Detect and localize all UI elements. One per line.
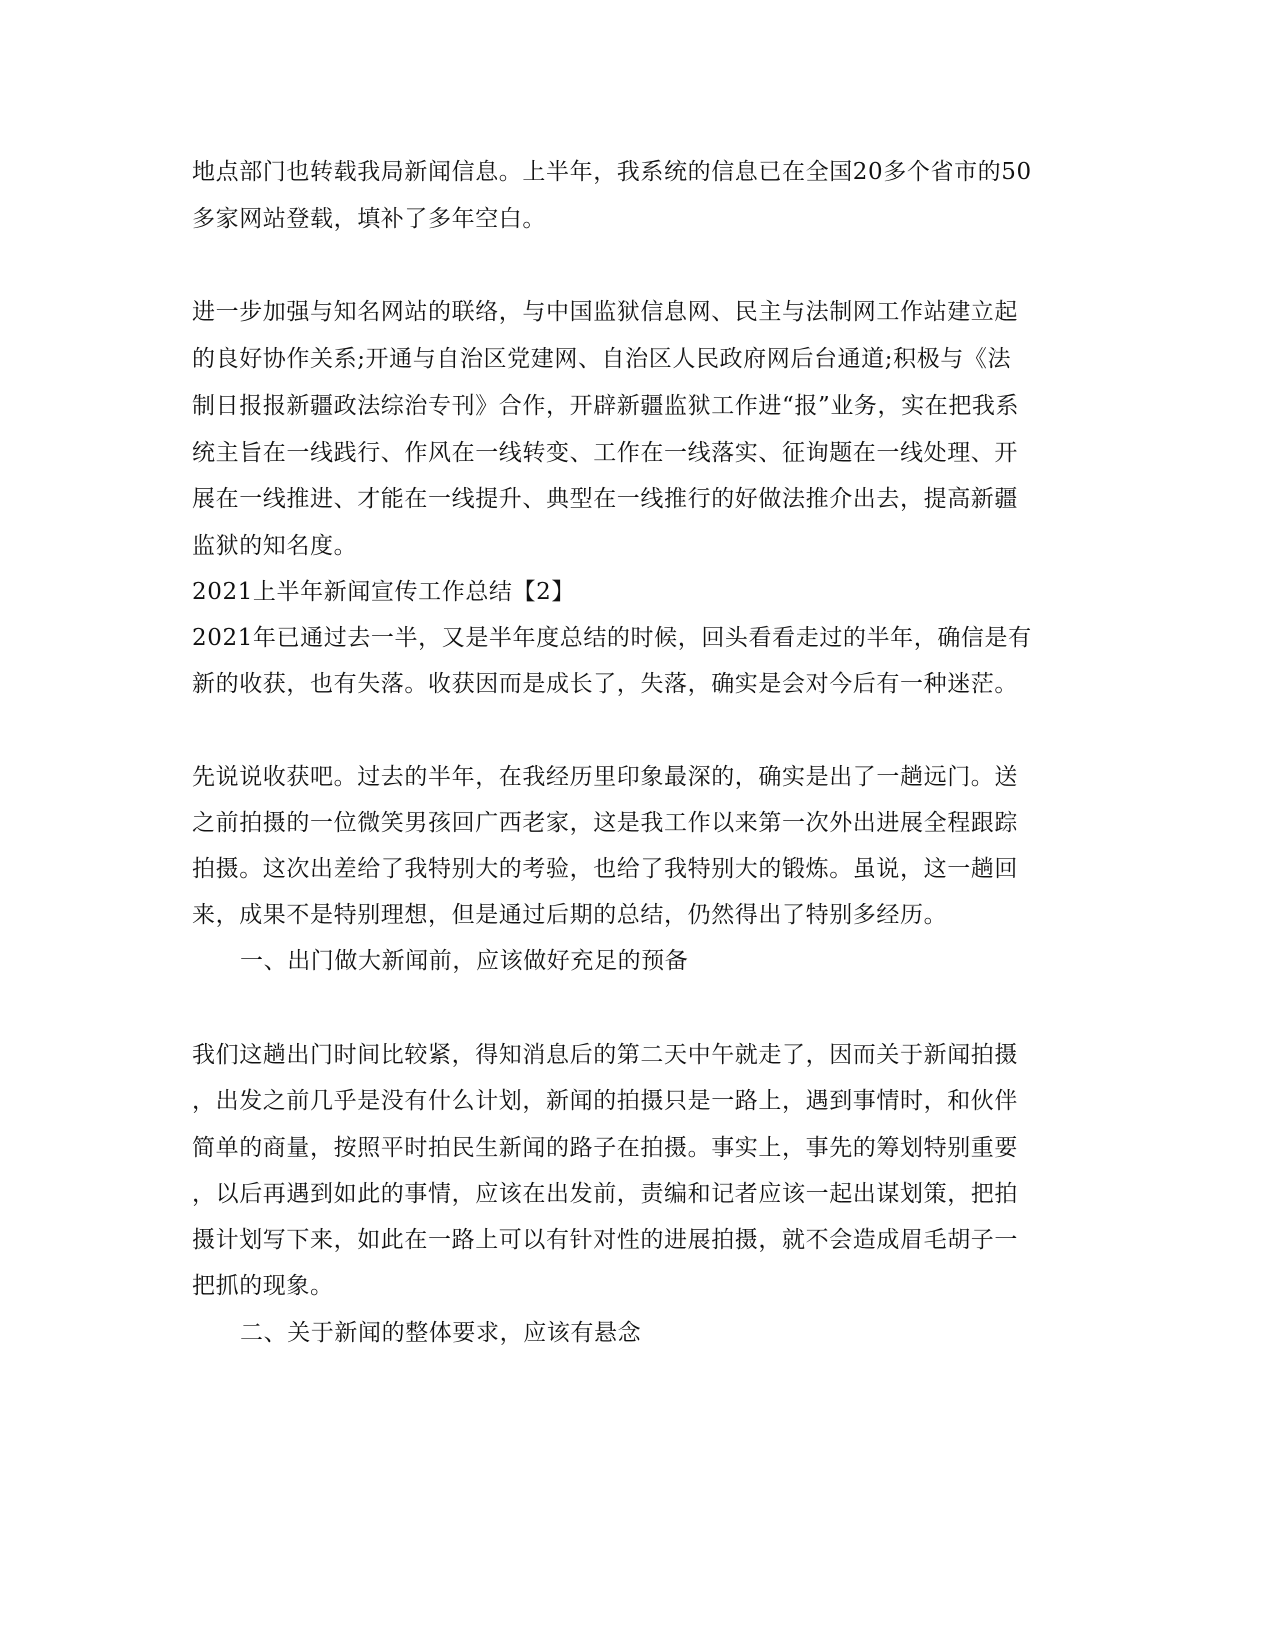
text-line: 简单的商量，按照平时拍民生新闻的路子在拍摄。事实上，事先的筹划特别重要	[192, 1135, 1018, 1161]
text-line: 统主旨在一线践行、作风在一线转变、工作在一线落实、征询题在一线处理、开	[192, 440, 1018, 466]
subsection-heading: 二、关于新闻的整体要求，应该有悬念	[240, 1320, 642, 1346]
text-line: 拍摄。这次出差给了我特别大的考验，也给了我特别大的锻炼。虽说，这一趟回	[192, 856, 1018, 882]
text-line: 制日报报新疆政法综治专刊》合作，开辟新疆监狱工作进“报”业务，实在把我系	[192, 393, 1020, 419]
text-line: 把抓的现象。	[192, 1273, 334, 1299]
text-line: 2021年已通过去一半，又是半年度总结的时候，回头看看走过的半年，确信是有	[192, 625, 1032, 651]
section-heading: 2021上半年新闻宣传工作总结【2】	[192, 579, 575, 605]
text-line: 进一步加强与知名网站的联络，与中国监狱信息网、民主与法制网工作站建立起	[192, 299, 1018, 325]
text-line: 来，成果不是特别理想，但是通过后期的总结，仍然得出了特别多经历。	[192, 902, 948, 928]
text-line: ，以后再遇到如此的事情，应该在出发前，责编和记者应该一起出谋划策，把拍	[192, 1181, 1018, 1207]
text-line: 之前拍摄的一位微笑男孩回广西老家，这是我工作以来第一次外出进展全程跟踪	[192, 810, 1018, 836]
text-line: 地点部门也转载我局新闻信息。上半年，我系统的信息已在全国20多个省市的50	[192, 159, 1032, 185]
text-line: 监狱的知名度。	[192, 533, 358, 559]
text-line: 多家网站登载，填补了多年空白。	[192, 206, 546, 232]
text-line: 展在一线推进、才能在一线提升、典型在一线推行的好做法推介出去，提高新疆	[192, 486, 1018, 512]
text-line: 摄计划写下来，如此在一路上可以有针对性的进展拍摄，就不会造成眉毛胡子一	[192, 1227, 1018, 1253]
text-line: 新的收获，也有失落。收获因而是成长了，失落，确实是会对今后有一种迷茫。	[192, 671, 1018, 697]
text-line: 先说说收获吧。过去的半年，在我经历里印象最深的，确实是出了一趟远门。送	[192, 764, 1018, 790]
text-line: ，出发之前几乎是没有什么计划，新闻的拍摄只是一路上，遇到事情时，和伙伴	[192, 1088, 1018, 1114]
text-line: 的良好协作关系;开通与自治区党建网、自治区人民政府网后台通道;积极与《法	[192, 346, 1012, 372]
subsection-heading: 一、出门做大新闻前，应该做好充足的预备	[240, 948, 689, 974]
text-line: 我们这趟出门时间比较紧，得知消息后的第二天中午就走了，因而关于新闻拍摄	[192, 1042, 1018, 1068]
